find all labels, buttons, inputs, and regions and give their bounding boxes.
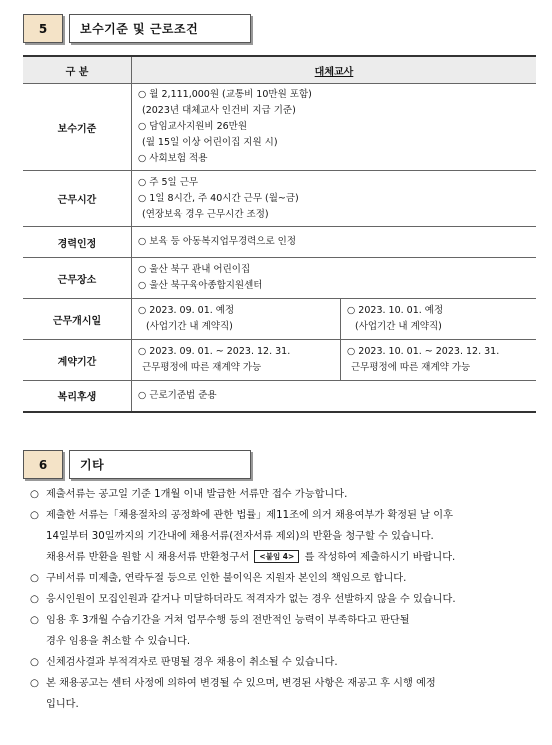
header-substitute-teacher: 대체교사 <box>132 56 537 84</box>
conditions-table <box>23 55 536 413</box>
list-item: ○ 임용 후 3개월 수습기간을 거쳐 업무수행 등의 전반적인 능력이 부족하다고 판단될 경우 임용을 취소할 수 있습니다. <box>30 615 410 647</box>
row-content: ○ 근로기준법 준용 <box>138 389 217 401</box>
table-row <box>23 340 536 381</box>
row-label: 보수기준 <box>23 84 132 171</box>
section-number: 6 <box>23 450 63 479</box>
section-6-header <box>23 450 251 479</box>
table-row <box>23 299 536 340</box>
section-title: 보수기준 및 근로조건 <box>69 14 251 43</box>
notes-list <box>30 484 536 715</box>
list-item: ○ 제출한 서류는「채용절차의 공정화에 관한 법률」제11조에 의거 채용여부가 확정된 날 이후 14일부터 30일까지의 기간내에 채용서류(전자서류 제외)의 반환을 청구할 수 있습니다. 채용서류 반환을 원할 시 채용서류 반환청구서 <붙임 4> 를 작성하여 제출하시기 바랍니다. <box>30 510 456 563</box>
table-header-row <box>23 56 536 84</box>
row-label: 복리후생 <box>23 381 132 412</box>
row-content: ○ 주 5일 근무 ○ 1일 8시간, 주 40시간 근무 (월~금) (연장보육 경우 근무시간 조정) <box>138 176 299 220</box>
table-row <box>23 227 536 258</box>
row-content: ○ 보육 등 아동복지업무경력으로 인정 <box>138 236 297 247</box>
row-content-left: ○ 2023. 09. 01. ~ 2023. 12. 31. 근무평정에 따른 재계약 가능 <box>132 340 341 381</box>
list-item: ○ 응시인원이 모집인원과 같거나 미달하더라도 적격자가 없는 경우 선발하지 않을 수 있습니다. <box>30 594 456 605</box>
section-number: 5 <box>23 14 63 43</box>
section-5-header <box>23 14 251 43</box>
header-category: 구 분 <box>23 56 132 84</box>
row-content-right: ○ 2023. 10. 01. 예정 (사업기간 내 계약직) <box>347 305 444 332</box>
table-row <box>23 258 536 299</box>
list-item: ○ 본 채용공고는 센터 사정에 의하여 변경될 수 있으며, 변경된 사항은 재공고 후 시행 예정 입니다. <box>30 678 436 710</box>
row-content: ○ 울산 북구 관내 어린이집 ○ 울산 북구육아종합지원센터 <box>138 264 263 291</box>
row-label: 근무개시일 <box>23 299 132 340</box>
row-content: ○ 월 2,111,000원 (교통비 10만원 포함) (2023년 대체교사 인건비 지급 기준) ○ 담임교사지원비 26만원 (월 15일 이상 어린이집 지원 시) ○ 사회보험 적용 <box>138 89 312 164</box>
table-row <box>23 84 536 171</box>
list-item: ○ 제출서류는 공고일 기준 1개월 이내 발급한 서류만 접수 가능합니다. <box>30 489 348 500</box>
section-title: 기타 <box>69 450 251 479</box>
row-label: 경력인정 <box>23 227 132 258</box>
row-content-right: ○ 2023. 10. 01. ~ 2023. 12. 31. 근무평정에 따른 재계약 가능 <box>347 346 500 373</box>
row-label: 근무장소 <box>23 258 132 299</box>
row-content-left: ○ 2023. 09. 01. 예정 (사업기간 내 계약직) <box>132 299 341 340</box>
list-item: ○ 구비서류 미제출, 연락두절 등으로 인한 불이익은 지원자 본인의 책임으로 합니다. <box>30 573 407 584</box>
list-item: ○ 신체검사결과 부적격자로 판명될 경우 채용이 취소될 수 있습니다. <box>30 657 338 668</box>
row-label: 근무시간 <box>23 171 132 227</box>
table-row <box>23 381 536 412</box>
row-label: 계약기간 <box>23 340 132 381</box>
table-row <box>23 171 536 227</box>
attachment-tag: <붙임 4> <box>254 550 299 563</box>
